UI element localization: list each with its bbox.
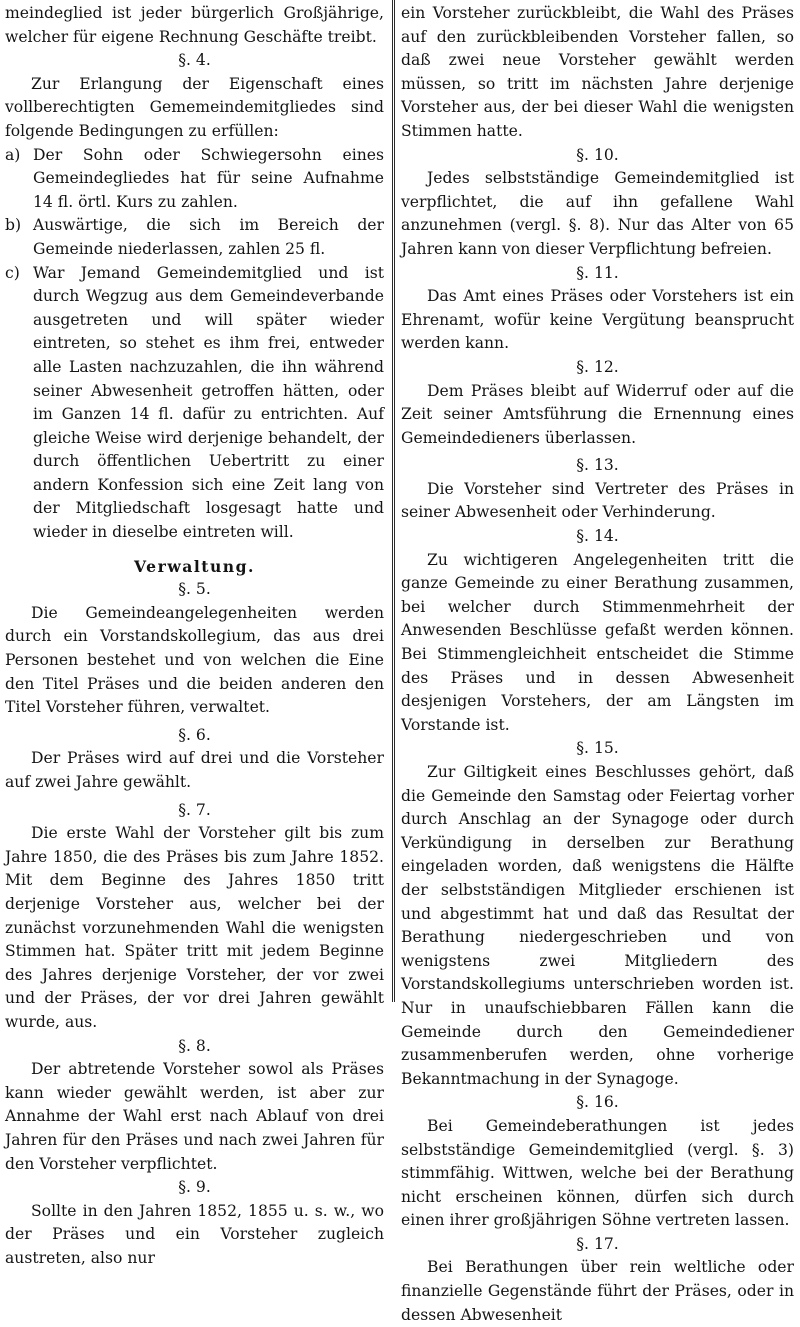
section-17-text: Bei Berathungen über rein weltliche oder finanzielle Gegenstände führt der Präses, oder in dessen Abwesenheit xyxy=(401,1258,794,1324)
section-5-text: Die Gemeindeangelegenheiten werden durch ein Vorstandskollegium, das aus drei Personen bestehet und von welchen die Eine den Titel Präses und die beiden anderen den Titel Vorsteher führen, verwaltet. xyxy=(5,603,384,717)
section-4-item-a xyxy=(5,144,384,215)
left-top-text: meindeglied ist jeder bürgerlich Großjährige, welcher für eigene Rechnung Geschäfte treibt. xyxy=(5,4,384,46)
section-12-text: Dem Präses bleibt auf Widerruf oder auf die Zeit seiner Amtsführung die Ernennung eines Gemeindedieners überlassen. xyxy=(401,381,794,447)
section-17-label: §. 17. xyxy=(576,1234,619,1253)
item-marker: a) xyxy=(5,145,21,164)
section-8-label: §. 8. xyxy=(178,1036,211,1055)
left-column xyxy=(5,2,384,1270)
section-6-text: Der Präses wird auf drei und die Vorsteher auf zwei Jahre gewählt. xyxy=(5,749,384,791)
section-9-text: Sollte in den Jahren 1852, 1855 u. s. w., wo der Präses und ein Vorsteher zugleich austreten, also nur xyxy=(5,1201,384,1267)
column-divider xyxy=(392,0,395,1002)
section-14-text: Zu wichtigeren Angelegenheiten tritt die ganze Gemeinde zu einer Berathung zusammen, bei welcher durch Stimmenmehrheit der Anwesenden Beschlüsse gefaßt werden können. Bei Stimmengleichheit entscheidet die Stimme des Präses und in dessen Abwesenheit desjenigen Vorstehers, der am Längsten im Vorstande ist. xyxy=(401,550,794,734)
section-7-text: Die erste Wahl der Vorsteher gilt bis zum Jahre 1850, die des Präses bis zum Jahre 1852. Mit dem Beginne des Jahres 1850 tritt derjenige Vorsteher aus, welcher bei der zunächst vorzunehmenden Wahl die wenigsten Stimmen hat. Später tritt mit jedem Beginne des Jahres derjenige Vorsteher, der vor zwei und der Präses, der vor drei Jahren gewählt wurde, aus. xyxy=(5,824,384,1031)
section-5-label: §. 5. xyxy=(178,580,211,599)
section-4-label: §. 4. xyxy=(178,51,211,70)
right-column xyxy=(401,2,794,1327)
section-4-item-c xyxy=(5,262,384,545)
section-10-label: §. 10. xyxy=(576,145,619,164)
section-14-label: §. 14. xyxy=(576,527,619,546)
section-7-label: §. 7. xyxy=(178,800,211,819)
section-4-item-b xyxy=(5,214,384,261)
item-text: War Jemand Gemeindemitglied und ist durch Wegzug aus dem Gemeindeverbande ausgetreten und will später wieder eintreten, so stehet es ihm frei, entweder alle Lasten nachzuzahlen, die ihn während seiner Abwesenheit getroffen hätten, oder im Ganzen 14 fl. dafür zu entrichten. Auf gleiche Weise wird derjenige behandelt, der durch öffentlichen Uebertritt zu einer andern Konfession sich eine Zeit lang von der Mitgliedschaft losgesagt hatte und wieder in dieselbe eintreten will. xyxy=(33,263,384,542)
section-11-label: §. 11. xyxy=(576,263,619,282)
item-text: Auswärtige, die sich im Bereich der Gemeinde niederlassen, zahlen 25 fl. xyxy=(33,216,384,258)
item-marker: b) xyxy=(5,216,22,235)
section-10-text: Jedes selbstständige Gemeindemitglied ist verpflichtet, die auf ihn gefallene Wahl anzunehmen (vergl. §. 8). Nur das Alter von 65 Jahren kann von dieser Verpflichtung befreien. xyxy=(401,169,794,258)
section-6-label: §. 6. xyxy=(178,725,211,744)
section-9-label: §. 9. xyxy=(178,1178,211,1197)
section-4-text: Zur Erlangung der Eigenschaft eines vollberechtigten Gememeindemitgliedes sind folgende Bedingungen zu erfüllen: xyxy=(5,74,384,140)
section-15-text: Zur Giltigkeit eines Beschlusses gehört, daß die Gemeinde den Samstag oder Feiertag vorher durch Anschlag an der Synagoge oder durch Verkündigung in derselben zur Berathung eingeladen worden, daß wenigstens die Hälfte der selbstständigen Mitglieder erschienen ist und abgestimmt hat und daß das Resultat der Berathung niedergeschrieben und von wenigstens zwei Mitgliedern des Vorstandskollegiums unterschrieben worden ist. Nur in unaufschiebbaren Fällen kann die Gemeinde durch den Gemeindediener zusammenberufen werden, ohne vorherige Bekanntmachung in der Synagoge. xyxy=(401,763,794,1088)
section-11-text: Das Amt eines Präses oder Vorstehers ist ein Ehrenamt, wofür keine Vergütung beansprucht werden kann. xyxy=(401,287,794,353)
section-16-label: §. 16. xyxy=(576,1093,619,1112)
item-marker: c) xyxy=(5,263,20,282)
section-8-text: Der abtretende Vorsteher sowol als Präses kann wieder gewählt werden, ist aber zur Annahme der Wahl erst nach Ablauf von drei Jahren für den Präses und nach zwei Jahren für den Vorsteher verpflichtet. xyxy=(5,1060,384,1173)
section-16-text: Bei Gemeindeberathungen ist jedes selbstständige Gemeindemitglied (vergl. §. 3) stimmfähig. Wittwen, welche bei der Berathung nicht erscheinen können, dürfen sich durch einen ihrer großjährigen Söhne vertreten lassen. xyxy=(401,1116,794,1230)
chapter-heading: Verwaltung. xyxy=(134,556,255,576)
right-top-text: ein Vorsteher zurückbleibt, die Wahl des Präses auf den zurückbleibenden Vorsteher fallen, so daß zwei neue Vorsteher gewählt werden müssen, so tritt im nächsten Jahre derjenige Vorsteher aus, der bei dieser Wahl die wenigsten Stimmen hatte. xyxy=(401,4,794,140)
section-13-label: §. 13. xyxy=(576,456,619,475)
section-13-text: Die Vorsteher sind Vertreter des Präses in seiner Abwesenheit oder Verhinderung. xyxy=(401,479,794,522)
section-15-label: §. 15. xyxy=(576,739,619,758)
item-text: Der Sohn oder Schwiegersohn eines Gemeindegliedes hat für seine Aufnahme 14 fl. örtl. Kurs zu zahlen. xyxy=(33,145,384,211)
section-12-label: §. 12. xyxy=(576,357,619,376)
